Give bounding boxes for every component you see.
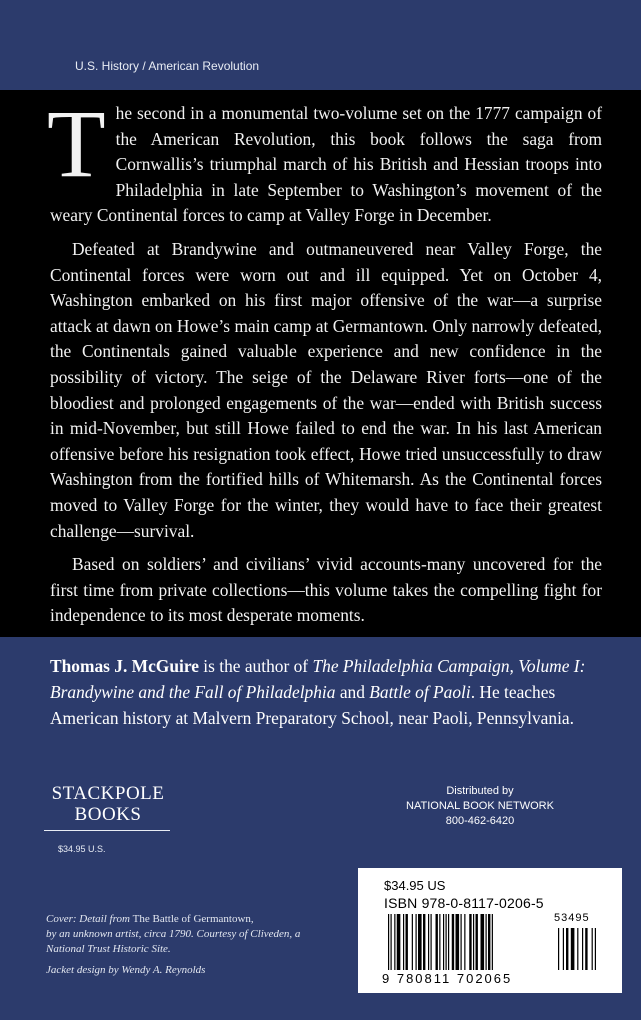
barcode-bar [428, 914, 429, 970]
barcode-bar [446, 914, 447, 970]
barcode-bar [456, 914, 460, 970]
barcode-bar [403, 914, 404, 970]
barcode-addon-bar [582, 928, 583, 970]
barcode-bar [397, 914, 401, 970]
barcode-bar [439, 914, 440, 970]
description-paragraph-3: Based on soldiers’ and civilians’ vivid accounts-many uncovered for the first time from private collections—this volume takes the compelling fight for independence to its most desperate moments. [50, 554, 602, 626]
barcode-addon-bar [563, 928, 564, 970]
barcode-bar [492, 914, 493, 970]
barcode-bar [436, 914, 438, 970]
barcode-bar [452, 914, 454, 970]
barcode-addon-bar [577, 928, 578, 970]
barcode-bar [448, 914, 449, 970]
barcode-bar [431, 914, 432, 970]
barcode-bar [476, 914, 478, 970]
barcode-bar [473, 914, 474, 970]
jacket-design-credit: Jacket design by Wendy A. Reynolds [46, 964, 206, 976]
barcode-bar [412, 914, 413, 970]
barcode-bar [486, 914, 487, 970]
barcode-addon-number: 53495 [554, 912, 590, 924]
publisher-divider [44, 830, 170, 831]
barcode-bar [481, 914, 485, 970]
barcode-addon-bar [566, 928, 568, 970]
barcode-bar [418, 914, 422, 970]
barcode-bar [388, 914, 389, 970]
category-label: U.S. History / American Revolution [75, 59, 260, 73]
author-book-1: The Philadelphia Campaign, Volume I: Brandywine and the Fall of Philadelphia [50, 656, 586, 702]
barcode-bar [461, 914, 462, 970]
barcode-bar [394, 914, 395, 970]
description-paragraph-1: The second in a monumental two-volume set on the 1777 campaign of the American Revolution, this book follows the saga from Cornwallis’s triumphal march of his British and Hessian troops into Philadelphia in late September to Washington’s movement of the weary Continental forces to camp at Valley Forge in December. [47, 90, 602, 226]
barcode-bar [488, 914, 490, 970]
publisher-price: $34.95 U.S. [58, 844, 106, 854]
barcode-bar [406, 914, 408, 970]
book-description [47, 90, 602, 637]
barcode-addon-bar [558, 928, 559, 970]
barcode-addon-bar [571, 928, 575, 970]
barcode-addon-bar [595, 928, 596, 970]
description-paragraph-2: Defeated at Brandywine and outmaneuvered near Valley Forge, the Continental forces were worn out and ill equipped. Yet on October 4, Washington embarked on his first major offensive of the war—a surprise attack at dawn on Howe’s main camp at Germantown. Only narrowly defeated, the Continentals gained valuable experience and new confidence in the possibility of victory. The seige of the Delaware River forts—one of the bloodiest and prolonged engagements of the war—ended with British success in mid-November, but still Howe failed to end the war. In his last American offensive before his resignation took effect, Howe tried unsuccessfully to draw Washington from the fortified hills of Whitemarsh. As the Continental forces moved to Valley Forge for the winter, they would have to face their greatest challenge—survival. [50, 238, 602, 541]
barcode-icon [388, 914, 610, 972]
isbn: ISBN 978-0-8117-0206-5 [384, 895, 544, 911]
barcode-bar [469, 914, 471, 970]
barcode-price: $34.95 US [384, 878, 446, 893]
author-bio: Thomas J. McGuire is the author of The Philadelphia Campaign, Volume I: Brandywine and the Fall of Philadelphia and Battle of Paoli. He teaches American history at Malvern Preparatory School, near Paoli, Pennsylvania. [50, 656, 586, 728]
barcode-panel [358, 868, 622, 993]
barcode-bar [391, 914, 392, 970]
barcode-bar [443, 914, 444, 970]
cover-credit: Cover: Detail from The Battle of Germantown, by an unknown artist, circa 1790. Courtesy of Cliveden, a National Trust Historic Site. [46, 913, 301, 955]
barcode-addon-bar [585, 928, 587, 970]
author-name: Thomas J. McGuire [50, 656, 199, 676]
barcode-addon-bar [592, 928, 593, 970]
barcode-bar [423, 914, 425, 970]
barcode-bar [464, 914, 465, 970]
barcode-number: 9 780811 702065 [382, 971, 513, 986]
author-book-2: Battle of Paoli [369, 682, 471, 702]
distributor-info: Distributed by NATIONAL BOOK NETWORK 800-462-6420 [406, 785, 554, 827]
drop-cap: T [47, 90, 106, 197]
barcode-bar [416, 914, 417, 970]
publisher-logo: STACKPOLE BOOKS [51, 783, 165, 825]
